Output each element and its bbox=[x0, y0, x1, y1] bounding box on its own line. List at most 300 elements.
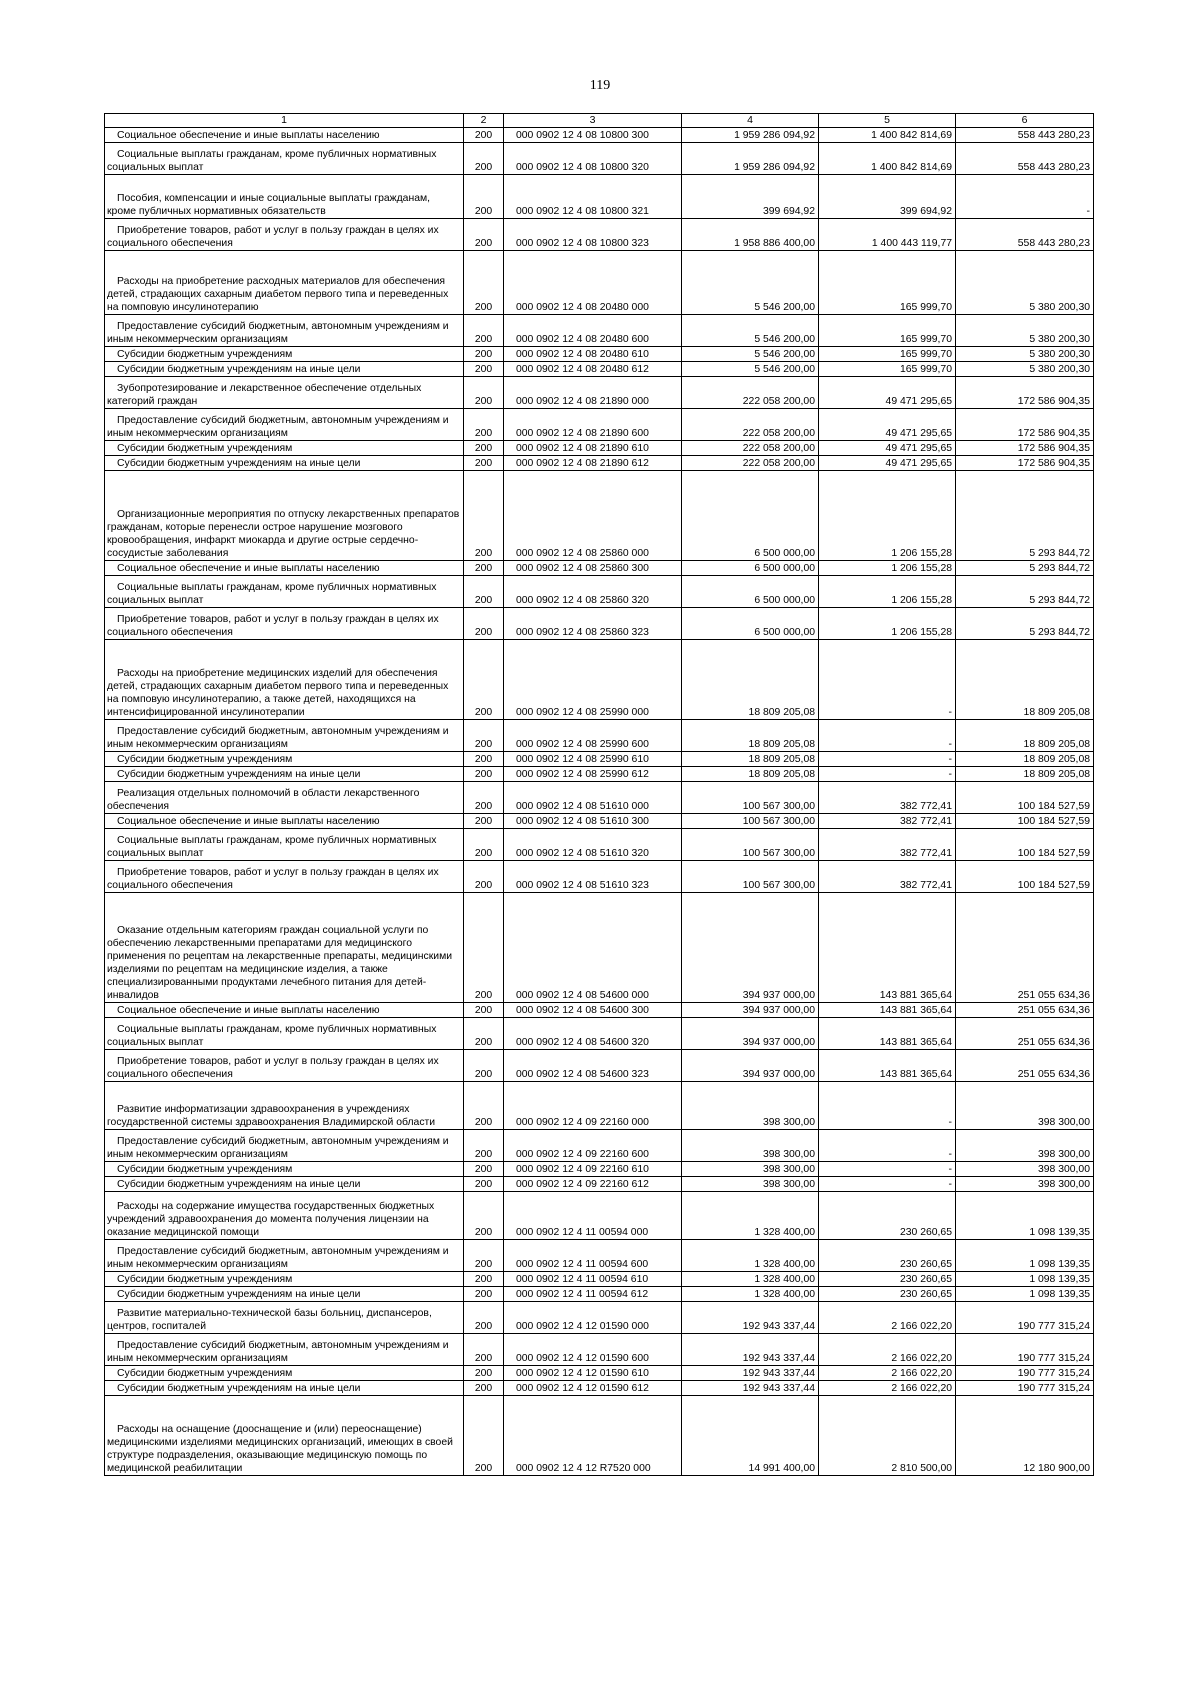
planned-amount-text: 100 567 300,00 bbox=[742, 801, 815, 812]
admin-code-cell bbox=[464, 1334, 504, 1366]
executed-amount-cell bbox=[819, 409, 956, 441]
executed-amount-text: 165 999,70 bbox=[899, 364, 952, 375]
remaining-amount-cell bbox=[956, 1018, 1094, 1050]
expense-name-cell bbox=[105, 1177, 464, 1192]
remaining-amount-cell bbox=[956, 1334, 1094, 1366]
planned-amount-text: 1 328 400,00 bbox=[754, 1289, 815, 1300]
remaining-amount-cell bbox=[956, 128, 1094, 143]
admin-code-text: 200 bbox=[474, 1117, 493, 1128]
expense-name-cell bbox=[105, 1272, 464, 1287]
executed-amount-cell bbox=[819, 251, 956, 315]
admin-code-cell bbox=[464, 720, 504, 752]
planned-amount-cell bbox=[682, 456, 819, 471]
planned-amount-text: 394 937 000,00 bbox=[742, 1037, 815, 1048]
remaining-amount-text: 251 055 634,36 bbox=[1017, 1069, 1090, 1080]
remaining-amount-cell bbox=[956, 1287, 1094, 1302]
budget-code-text: 000 0902 12 4 08 51610 000 bbox=[516, 801, 649, 812]
expense-name-text: Оказание отдельным категориям граждан социальной услуги по обеспечению лекарственными препаратами для медицинского применения по рецептам на лекарственные препараты, медицинскими изделиями по рецептам на медицинские изделия, а также специализированными продуктами лечебного питания для детей-инвалидов bbox=[107, 925, 453, 1001]
admin-code-cell bbox=[464, 1240, 504, 1272]
expense-name-text: Социальное обеспечение и иные выплаты населению bbox=[117, 816, 380, 827]
expense-name-text: Пособия, компенсации и иные социальные выплаты гражданам, кроме публичных нормативных обязательств bbox=[107, 193, 431, 217]
table-row bbox=[105, 893, 1094, 1003]
expense-name-text: Приобретение товаров, работ и услуг в пользу граждан в целях их социального обеспечения bbox=[107, 1056, 439, 1080]
expense-name-text: Развитие информатизации здравоохранения в учреждениях государственной системы здравоохранения Владимирской области bbox=[107, 1104, 436, 1128]
executed-amount-text: 165 999,70 bbox=[899, 349, 952, 360]
budget-code-text: 000 0902 12 4 12 01590 610 bbox=[516, 1368, 649, 1379]
remaining-amount-text: 5 293 844,72 bbox=[1029, 595, 1090, 606]
remaining-amount-cell bbox=[956, 1192, 1094, 1240]
remaining-amount-cell bbox=[956, 640, 1094, 720]
expense-name-text: Субсидии бюджетным учреждениям bbox=[117, 1274, 293, 1285]
budget-code-cell bbox=[504, 720, 682, 752]
admin-code-text: 200 bbox=[474, 990, 493, 1001]
admin-code-text: 200 bbox=[474, 206, 493, 217]
remaining-amount-text: 1 098 139,35 bbox=[1029, 1289, 1090, 1300]
expense-name-text: Предоставление субсидий бюджетным, автономным учреждениям и иным некоммерческим организациям bbox=[107, 726, 449, 750]
budget-code-cell bbox=[504, 315, 682, 347]
executed-amount-cell bbox=[819, 1334, 956, 1366]
executed-amount-cell bbox=[819, 608, 956, 640]
executed-amount-text: 49 471 295,65 bbox=[885, 396, 952, 407]
remaining-amount-cell bbox=[956, 561, 1094, 576]
table-row bbox=[105, 362, 1094, 377]
admin-code-text: 200 bbox=[474, 302, 493, 313]
budget-code-text: 000 0902 12 4 08 21890 000 bbox=[516, 396, 649, 407]
admin-code-text: 200 bbox=[474, 1005, 493, 1016]
executed-amount-cell bbox=[819, 175, 956, 219]
executed-amount-cell bbox=[819, 456, 956, 471]
budget-code-text: 000 0902 12 4 08 54600 320 bbox=[516, 1037, 649, 1048]
executed-amount-cell bbox=[819, 347, 956, 362]
budget-code-text: 000 0902 12 4 08 25990 000 bbox=[516, 707, 649, 718]
budget-code-text: 000 0902 12 4 11 00594 000 bbox=[516, 1227, 649, 1238]
table-row bbox=[105, 1381, 1094, 1396]
budget-code-cell bbox=[504, 175, 682, 219]
remaining-amount-text: 5 293 844,72 bbox=[1029, 563, 1090, 574]
remaining-amount-text: 1 098 139,35 bbox=[1029, 1259, 1090, 1270]
budget-code-cell bbox=[504, 1130, 682, 1162]
table-row bbox=[105, 377, 1094, 409]
remaining-amount-text: 251 055 634,36 bbox=[1017, 990, 1090, 1001]
table-row bbox=[105, 1334, 1094, 1366]
executed-amount-cell bbox=[819, 128, 956, 143]
executed-amount-text: 399 694,92 bbox=[899, 206, 952, 217]
admin-code-cell bbox=[464, 893, 504, 1003]
budget-code-text: 000 0902 12 4 11 00594 600 bbox=[516, 1259, 649, 1270]
budget-code-text: 000 0902 12 4 08 25860 000 bbox=[516, 548, 649, 559]
executed-amount-cell bbox=[819, 441, 956, 456]
budget-code-cell bbox=[504, 1240, 682, 1272]
expense-name-text: Субсидии бюджетным учреждениям на иные цели bbox=[117, 458, 361, 469]
table-row bbox=[105, 608, 1094, 640]
planned-amount-cell bbox=[682, 143, 819, 175]
table-row bbox=[105, 829, 1094, 861]
executed-amount-cell bbox=[819, 1396, 956, 1476]
planned-amount-cell bbox=[682, 1381, 819, 1396]
planned-amount-cell bbox=[682, 347, 819, 362]
expense-name-text: Предоставление субсидий бюджетным, автономным учреждениям и иным некоммерческим организациям bbox=[107, 1340, 449, 1364]
planned-amount-cell bbox=[682, 1334, 819, 1366]
planned-amount-text: 6 500 000,00 bbox=[754, 548, 815, 559]
planned-amount-text: 394 937 000,00 bbox=[742, 1069, 815, 1080]
executed-amount-cell bbox=[819, 1240, 956, 1272]
executed-amount-text: 1 206 155,28 bbox=[891, 548, 952, 559]
planned-amount-text: 18 809 205,08 bbox=[748, 739, 815, 750]
budget-code-text: 000 0902 12 4 08 51610 320 bbox=[516, 848, 649, 859]
table-row bbox=[105, 456, 1094, 471]
remaining-amount-text: 251 055 634,36 bbox=[1017, 1037, 1090, 1048]
admin-code-cell bbox=[464, 1050, 504, 1082]
column-number-row bbox=[105, 114, 1094, 128]
planned-amount-cell bbox=[682, 561, 819, 576]
remaining-amount-text: 190 777 315,24 bbox=[1017, 1353, 1090, 1364]
planned-amount-text: 399 694,92 bbox=[762, 206, 815, 217]
executed-amount-cell bbox=[819, 767, 956, 782]
table-row bbox=[105, 1272, 1094, 1287]
table-row bbox=[105, 219, 1094, 251]
planned-amount-cell bbox=[682, 1177, 819, 1192]
executed-amount-text: 230 260,65 bbox=[899, 1259, 952, 1270]
executed-amount-cell bbox=[819, 362, 956, 377]
table-row bbox=[105, 1396, 1094, 1476]
expense-name-text: Расходы на приобретение расходных материалов для обеспечения детей, страдающих сахарным диабетом первого типа и переведенных на помповую инсулинотерапию bbox=[107, 276, 449, 313]
remaining-amount-text: 190 777 315,24 bbox=[1017, 1321, 1090, 1332]
expense-name-cell bbox=[105, 409, 464, 441]
remaining-amount-text: 398 300,00 bbox=[1037, 1164, 1090, 1175]
admin-code-cell bbox=[464, 219, 504, 251]
expense-name-text: Реализация отдельных полномочий в области лекарственного обеспечения bbox=[107, 788, 420, 812]
planned-amount-text: 398 300,00 bbox=[762, 1179, 815, 1190]
admin-code-cell bbox=[464, 1272, 504, 1287]
executed-amount-text: 49 471 295,65 bbox=[885, 458, 952, 469]
expense-name-cell bbox=[105, 561, 464, 576]
expense-name-cell bbox=[105, 1192, 464, 1240]
admin-code-text: 200 bbox=[474, 754, 493, 765]
admin-code-cell bbox=[464, 829, 504, 861]
admin-code-cell bbox=[464, 175, 504, 219]
planned-amount-cell bbox=[682, 893, 819, 1003]
admin-code-text: 200 bbox=[474, 563, 493, 574]
budget-code-cell bbox=[504, 1003, 682, 1018]
admin-code-cell bbox=[464, 347, 504, 362]
column-header: 2 bbox=[464, 114, 504, 128]
budget-code-text: 000 0902 12 4 08 54600 300 bbox=[516, 1005, 649, 1016]
expense-name-text: Социальные выплаты гражданам, кроме публичных нормативных социальных выплат bbox=[107, 1024, 437, 1048]
remaining-amount-cell bbox=[956, 1050, 1094, 1082]
budget-code-cell bbox=[504, 893, 682, 1003]
table-row bbox=[105, 441, 1094, 456]
budget-code-text: 000 0902 12 4 09 22160 612 bbox=[516, 1179, 649, 1190]
executed-amount-cell bbox=[819, 143, 956, 175]
table-row bbox=[105, 175, 1094, 219]
budget-code-text: 000 0902 12 4 12 01590 600 bbox=[516, 1353, 649, 1364]
expense-name-text: Субсидии бюджетным учреждениям на иные цели bbox=[117, 1383, 361, 1394]
expense-name-cell bbox=[105, 441, 464, 456]
budget-code-cell bbox=[504, 1302, 682, 1334]
remaining-amount-cell bbox=[956, 752, 1094, 767]
admin-code-cell bbox=[464, 143, 504, 175]
expense-name-text: Предоставление субсидий бюджетным, автономным учреждениям и иным некоммерческим организациям bbox=[107, 1136, 449, 1160]
table-row bbox=[105, 1240, 1094, 1272]
executed-amount-text: 1 400 842 814,69 bbox=[871, 162, 952, 173]
table-row bbox=[105, 767, 1094, 782]
budget-code-text: 000 0902 12 4 12 01590 000 bbox=[516, 1321, 649, 1332]
budget-code-text: 000 0902 12 4 12 R7520 000 bbox=[516, 1463, 651, 1474]
executed-amount-cell bbox=[819, 1130, 956, 1162]
executed-amount-cell bbox=[819, 1366, 956, 1381]
remaining-amount-cell bbox=[956, 861, 1094, 893]
executed-amount-text: 165 999,70 bbox=[899, 334, 952, 345]
budget-code-cell bbox=[504, 561, 682, 576]
budget-code-cell bbox=[504, 576, 682, 608]
planned-amount-text: 394 937 000,00 bbox=[742, 990, 815, 1001]
planned-amount-cell bbox=[682, 767, 819, 782]
executed-amount-text: 2 166 022,20 bbox=[891, 1383, 952, 1394]
expense-name-text: Предоставление субсидий бюджетным, автономным учреждениям и иным некоммерческим организациям bbox=[107, 321, 449, 345]
table-row bbox=[105, 409, 1094, 441]
executed-amount-cell bbox=[819, 219, 956, 251]
planned-amount-text: 6 500 000,00 bbox=[754, 627, 815, 638]
admin-code-cell bbox=[464, 782, 504, 814]
budget-code-cell bbox=[504, 362, 682, 377]
admin-code-cell bbox=[464, 1192, 504, 1240]
executed-amount-text: - bbox=[948, 769, 952, 780]
planned-amount-text: 192 943 337,44 bbox=[742, 1383, 815, 1394]
executed-amount-cell bbox=[819, 315, 956, 347]
budget-code-cell bbox=[504, 1050, 682, 1082]
admin-code-text: 200 bbox=[474, 1179, 493, 1190]
planned-amount-cell bbox=[682, 1272, 819, 1287]
planned-amount-text: 222 058 200,00 bbox=[742, 443, 815, 454]
planned-amount-cell bbox=[682, 640, 819, 720]
column-header: 3 bbox=[504, 114, 682, 128]
expense-name-cell bbox=[105, 861, 464, 893]
planned-amount-text: 6 500 000,00 bbox=[754, 595, 815, 606]
planned-amount-cell bbox=[682, 1130, 819, 1162]
remaining-amount-text: 558 443 280,23 bbox=[1017, 238, 1090, 249]
expense-name-cell bbox=[105, 1050, 464, 1082]
budget-code-text: 000 0902 12 4 08 25990 610 bbox=[516, 754, 649, 765]
expense-name-cell bbox=[105, 640, 464, 720]
executed-amount-cell bbox=[819, 829, 956, 861]
planned-amount-cell bbox=[682, 1287, 819, 1302]
admin-code-text: 200 bbox=[474, 1227, 493, 1238]
budget-code-text: 000 0902 12 4 08 51610 300 bbox=[516, 816, 649, 827]
executed-amount-cell bbox=[819, 377, 956, 409]
budget-code-cell bbox=[504, 814, 682, 829]
admin-code-cell bbox=[464, 1366, 504, 1381]
admin-code-cell bbox=[464, 752, 504, 767]
admin-code-text: 200 bbox=[474, 334, 493, 345]
expense-name-cell bbox=[105, 576, 464, 608]
admin-code-text: 200 bbox=[474, 1353, 493, 1364]
budget-code-text: 000 0902 12 4 09 22160 000 bbox=[516, 1117, 649, 1128]
admin-code-text: 200 bbox=[474, 396, 493, 407]
planned-amount-cell bbox=[682, 1018, 819, 1050]
remaining-amount-cell bbox=[956, 782, 1094, 814]
admin-code-cell bbox=[464, 128, 504, 143]
remaining-amount-text: 5 380 200,30 bbox=[1029, 302, 1090, 313]
remaining-amount-cell bbox=[956, 608, 1094, 640]
table-row bbox=[105, 128, 1094, 143]
admin-code-text: 200 bbox=[474, 1289, 493, 1300]
executed-amount-text: 382 772,41 bbox=[899, 880, 952, 891]
expense-name-cell bbox=[105, 608, 464, 640]
column-header: 4 bbox=[682, 114, 819, 128]
expense-name-cell bbox=[105, 767, 464, 782]
admin-code-cell bbox=[464, 315, 504, 347]
admin-code-cell bbox=[464, 251, 504, 315]
planned-amount-cell bbox=[682, 782, 819, 814]
planned-amount-text: 18 809 205,08 bbox=[748, 754, 815, 765]
expense-name-text: Расходы на оснащение (дооснащение и (или) переоснащение) медицинскими изделиями медицинских организаций, имеющих в своей структуре подразделения, оказывающие медицинскую помощь по медицинской реабилитации bbox=[107, 1424, 453, 1474]
executed-amount-text: 382 772,41 bbox=[899, 816, 952, 827]
expense-name-cell bbox=[105, 1366, 464, 1381]
remaining-amount-text: 5 293 844,72 bbox=[1029, 548, 1090, 559]
admin-code-text: 200 bbox=[474, 1274, 493, 1285]
remaining-amount-cell bbox=[956, 143, 1094, 175]
executed-amount-cell bbox=[819, 576, 956, 608]
expense-name-text: Субсидии бюджетным учреждениям на иные цели bbox=[117, 1179, 361, 1190]
remaining-amount-text: 558 443 280,23 bbox=[1017, 130, 1090, 141]
executed-amount-cell bbox=[819, 1287, 956, 1302]
budget-table bbox=[104, 113, 1094, 1476]
admin-code-text: 200 bbox=[474, 801, 493, 812]
expense-name-text: Социальное обеспечение и иные выплаты населению bbox=[117, 1005, 380, 1016]
remaining-amount-cell bbox=[956, 829, 1094, 861]
expense-name-text: Приобретение товаров, работ и услуг в пользу граждан в целях их социального обеспечения bbox=[107, 225, 439, 249]
expense-name-cell bbox=[105, 251, 464, 315]
budget-code-cell bbox=[504, 1192, 682, 1240]
budget-code-cell bbox=[504, 829, 682, 861]
budget-code-cell bbox=[504, 219, 682, 251]
planned-amount-text: 100 567 300,00 bbox=[742, 880, 815, 891]
budget-code-text: 000 0902 12 4 08 20480 600 bbox=[516, 334, 649, 345]
budget-code-text: 000 0902 12 4 09 22160 610 bbox=[516, 1164, 649, 1175]
planned-amount-cell bbox=[682, 1082, 819, 1130]
budget-code-text: 000 0902 12 4 08 20480 000 bbox=[516, 302, 649, 313]
executed-amount-text: 143 881 365,64 bbox=[879, 1069, 952, 1080]
budget-code-text: 000 0902 12 4 08 21890 610 bbox=[516, 443, 649, 454]
expense-name-text: Зубопротезирование и лекарственное обеспечение отдельных категорий граждан bbox=[107, 383, 422, 407]
expense-name-text: Субсидии бюджетным учреждениям bbox=[117, 443, 293, 454]
planned-amount-cell bbox=[682, 471, 819, 561]
remaining-amount-text: 12 180 900,00 bbox=[1023, 1463, 1090, 1474]
admin-code-text: 200 bbox=[474, 1037, 493, 1048]
admin-code-text: 200 bbox=[474, 595, 493, 606]
planned-amount-cell bbox=[682, 441, 819, 456]
remaining-amount-cell bbox=[956, 576, 1094, 608]
executed-amount-text: - bbox=[948, 707, 952, 718]
expense-name-cell bbox=[105, 1334, 464, 1366]
budget-code-text: 000 0902 12 4 08 10800 323 bbox=[516, 238, 649, 249]
remaining-amount-cell bbox=[956, 1366, 1094, 1381]
remaining-amount-cell bbox=[956, 377, 1094, 409]
planned-amount-text: 1 328 400,00 bbox=[754, 1227, 815, 1238]
expense-name-text: Предоставление субсидий бюджетным, автономным учреждениям и иным некоммерческим организациям bbox=[107, 1246, 449, 1270]
executed-amount-text: - bbox=[948, 1149, 952, 1160]
budget-code-cell bbox=[504, 1082, 682, 1130]
admin-code-cell bbox=[464, 767, 504, 782]
executed-amount-cell bbox=[819, 1192, 956, 1240]
expense-name-cell bbox=[105, 362, 464, 377]
expense-name-text: Субсидии бюджетным учреждениям на иные цели bbox=[117, 364, 361, 375]
admin-code-text: 200 bbox=[474, 443, 493, 454]
remaining-amount-cell bbox=[956, 1272, 1094, 1287]
executed-amount-text: 1 206 155,28 bbox=[891, 627, 952, 638]
budget-code-cell bbox=[504, 347, 682, 362]
remaining-amount-cell bbox=[956, 362, 1094, 377]
executed-amount-text: 230 260,65 bbox=[899, 1289, 952, 1300]
expense-name-text: Субсидии бюджетным учреждениям bbox=[117, 349, 293, 360]
admin-code-text: 200 bbox=[474, 1069, 493, 1080]
expense-name-cell bbox=[105, 315, 464, 347]
executed-amount-text: 143 881 365,64 bbox=[879, 1005, 952, 1016]
planned-amount-cell bbox=[682, 1192, 819, 1240]
table-row bbox=[105, 1192, 1094, 1240]
planned-amount-cell bbox=[682, 814, 819, 829]
budget-code-text: 000 0902 12 4 08 25860 323 bbox=[516, 627, 649, 638]
admin-code-text: 200 bbox=[474, 1259, 493, 1270]
executed-amount-cell bbox=[819, 861, 956, 893]
executed-amount-text: 230 260,65 bbox=[899, 1227, 952, 1238]
admin-code-text: 200 bbox=[474, 1368, 493, 1379]
budget-code-text: 000 0902 12 4 08 25990 600 bbox=[516, 739, 649, 750]
remaining-amount-text: 251 055 634,36 bbox=[1017, 1005, 1090, 1016]
executed-amount-cell bbox=[819, 1272, 956, 1287]
remaining-amount-text: 172 586 904,35 bbox=[1017, 428, 1090, 439]
executed-amount-cell bbox=[819, 814, 956, 829]
table-row bbox=[105, 1050, 1094, 1082]
expense-name-text: Социальное обеспечение и иные выплаты населению bbox=[117, 130, 380, 141]
remaining-amount-text: 18 809 205,08 bbox=[1023, 754, 1090, 765]
table-row bbox=[105, 1177, 1094, 1192]
table-body bbox=[105, 128, 1094, 1476]
planned-amount-cell bbox=[682, 576, 819, 608]
planned-amount-text: 5 546 200,00 bbox=[754, 302, 815, 313]
remaining-amount-text: 398 300,00 bbox=[1037, 1179, 1090, 1190]
expense-name-text: Социальные выплаты гражданам, кроме публичных нормативных социальных выплат bbox=[107, 149, 437, 173]
remaining-amount-cell bbox=[956, 1381, 1094, 1396]
admin-code-text: 200 bbox=[474, 130, 493, 141]
planned-amount-text: 18 809 205,08 bbox=[748, 769, 815, 780]
table-row bbox=[105, 1130, 1094, 1162]
expense-name-text: Социальные выплаты гражданам, кроме публичных нормативных социальных выплат bbox=[107, 582, 437, 606]
planned-amount-text: 1 959 286 094,92 bbox=[734, 162, 815, 173]
admin-code-text: 200 bbox=[474, 1383, 493, 1394]
remaining-amount-text: 100 184 527,59 bbox=[1017, 880, 1090, 891]
remaining-amount-cell bbox=[956, 1302, 1094, 1334]
admin-code-cell bbox=[464, 861, 504, 893]
planned-amount-text: 222 058 200,00 bbox=[742, 428, 815, 439]
planned-amount-cell bbox=[682, 1396, 819, 1476]
budget-code-cell bbox=[504, 143, 682, 175]
admin-code-cell bbox=[464, 640, 504, 720]
expense-name-text: Социальное обеспечение и иные выплаты населению bbox=[117, 563, 380, 574]
executed-amount-text: 1 206 155,28 bbox=[891, 595, 952, 606]
expense-name-text: Социальные выплаты гражданам, кроме публичных нормативных социальных выплат bbox=[107, 835, 437, 859]
remaining-amount-cell bbox=[956, 1177, 1094, 1192]
planned-amount-text: 5 546 200,00 bbox=[754, 364, 815, 375]
admin-code-cell bbox=[464, 441, 504, 456]
remaining-amount-cell bbox=[956, 251, 1094, 315]
planned-amount-text: 222 058 200,00 bbox=[742, 458, 815, 469]
executed-amount-cell bbox=[819, 561, 956, 576]
admin-code-cell bbox=[464, 471, 504, 561]
budget-code-cell bbox=[504, 1334, 682, 1366]
column-header: 6 bbox=[956, 114, 1094, 128]
budget-code-text: 000 0902 12 4 08 10800 320 bbox=[516, 162, 649, 173]
